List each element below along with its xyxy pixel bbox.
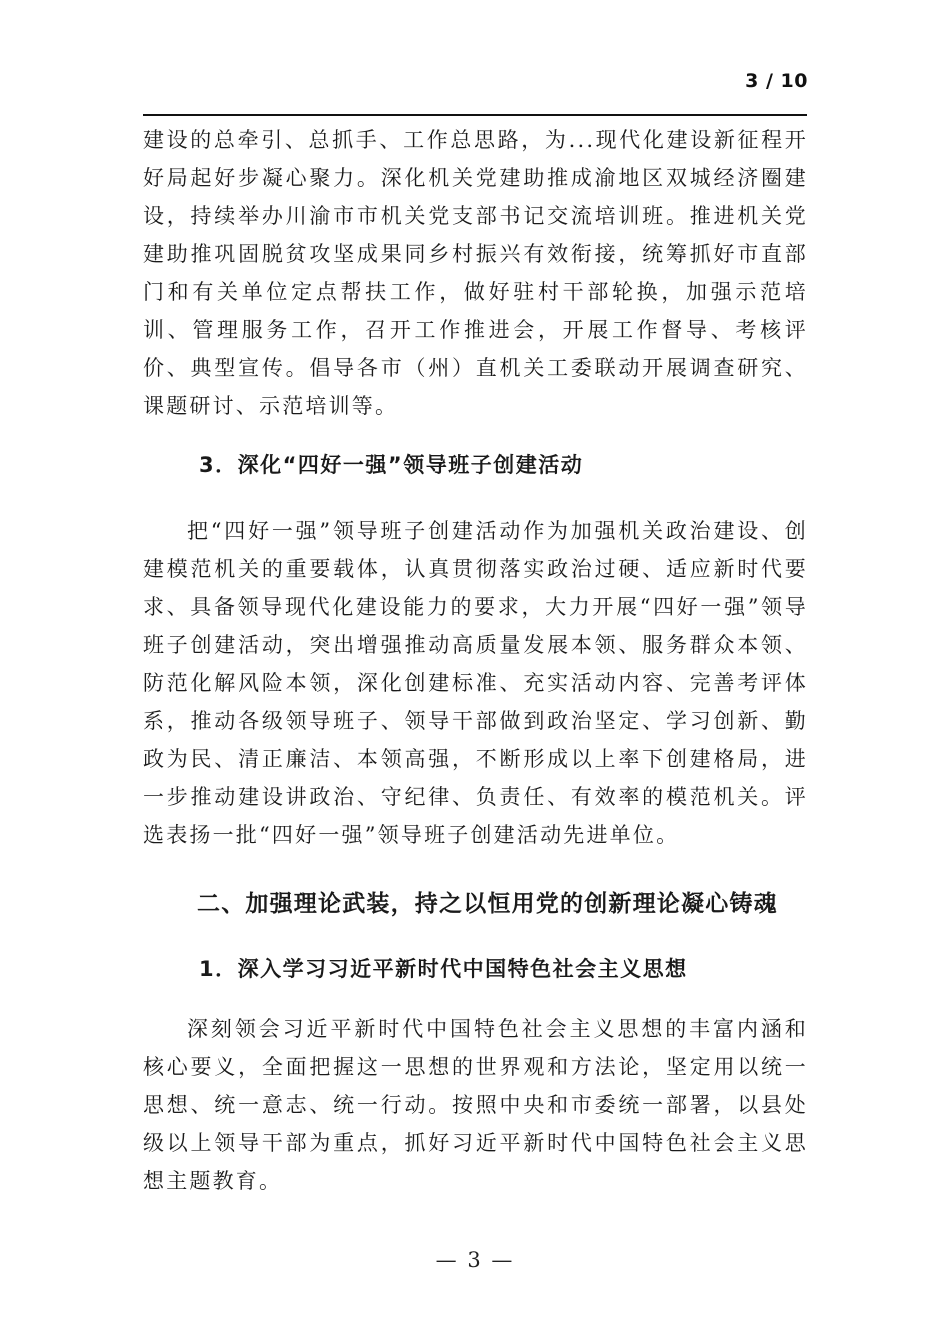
paragraph-continuation: 建设的总牵引、总抓手、工作总思路，为...现代化建设新征程开好局起好步凝心聚力。深化机关党建助推成渝地区双城经济圈建设，持续举办川渝市市机关党支部书记交流培训班。推进机关党建助推巩固脱贫攻坚成果同乡村振兴有效衔接，统筹抓好市直部门和有关单位定点帮扶工作，做好驻村干部轮换，加强示范培训、管理服务工作，召开工作推进会，开展工作督导、考核评价、典型宣传。倡导各市（州）直机关工委联动开展调查研究、课题研讨、示范培训等。 bbox=[143, 128, 808, 418]
paragraph-study-thought: 深刻领会习近平新时代中国特色社会主义思想的丰富内涵和核心要义，全面把握这一思想的世界观和方法论，坚定用以统一思想、统一意志、统一行动。按照中央和市委统一部署，以县处级以上领导干部为重点，抓好习近平新时代中国特色社会主义思想主题教育。 bbox=[143, 1017, 808, 1193]
subheading-study-thought: 1．深入学习习近平新时代中国特色社会主义思想 bbox=[199, 957, 688, 981]
header-divider bbox=[143, 114, 807, 116]
paragraph-four-good-one-strong: 把“四好一强”领导班子创建活动作为加强机关政治建设、创建模范机关的重要载体，认真贯彻落实政治过硬、适应新时代要求、具备领导现代化建设能力的要求，大力开展“四好一强”领导班子创建活动，突出增强推动高质量发展本领、服务群众本领、防范化解风险本领，深化创建标准、充实活动内容、完善考评体系，推动各级领导班子、领导干部做到政治坚定、学习创新、勤政为民、清正廉洁、本领高强，不断形成以上率下创建格局，进一步推动建设讲政治、守纪律、负责任、有效率的模范机关。评选表扬一批“四好一强”领导班子创建活动先进单位。 bbox=[143, 519, 808, 847]
page-number-footer: — 3 — bbox=[435, 1248, 515, 1272]
subheading-four-good-one-strong: 3．深化“四好一强”领导班子创建活动 bbox=[199, 453, 584, 477]
page-indicator: 3 / 10 bbox=[745, 70, 808, 92]
document-body bbox=[143, 121, 808, 1200]
section-heading-theory: 二、加强理论武装，持之以恒用党的创新理论凝心铸魂 bbox=[197, 891, 778, 917]
